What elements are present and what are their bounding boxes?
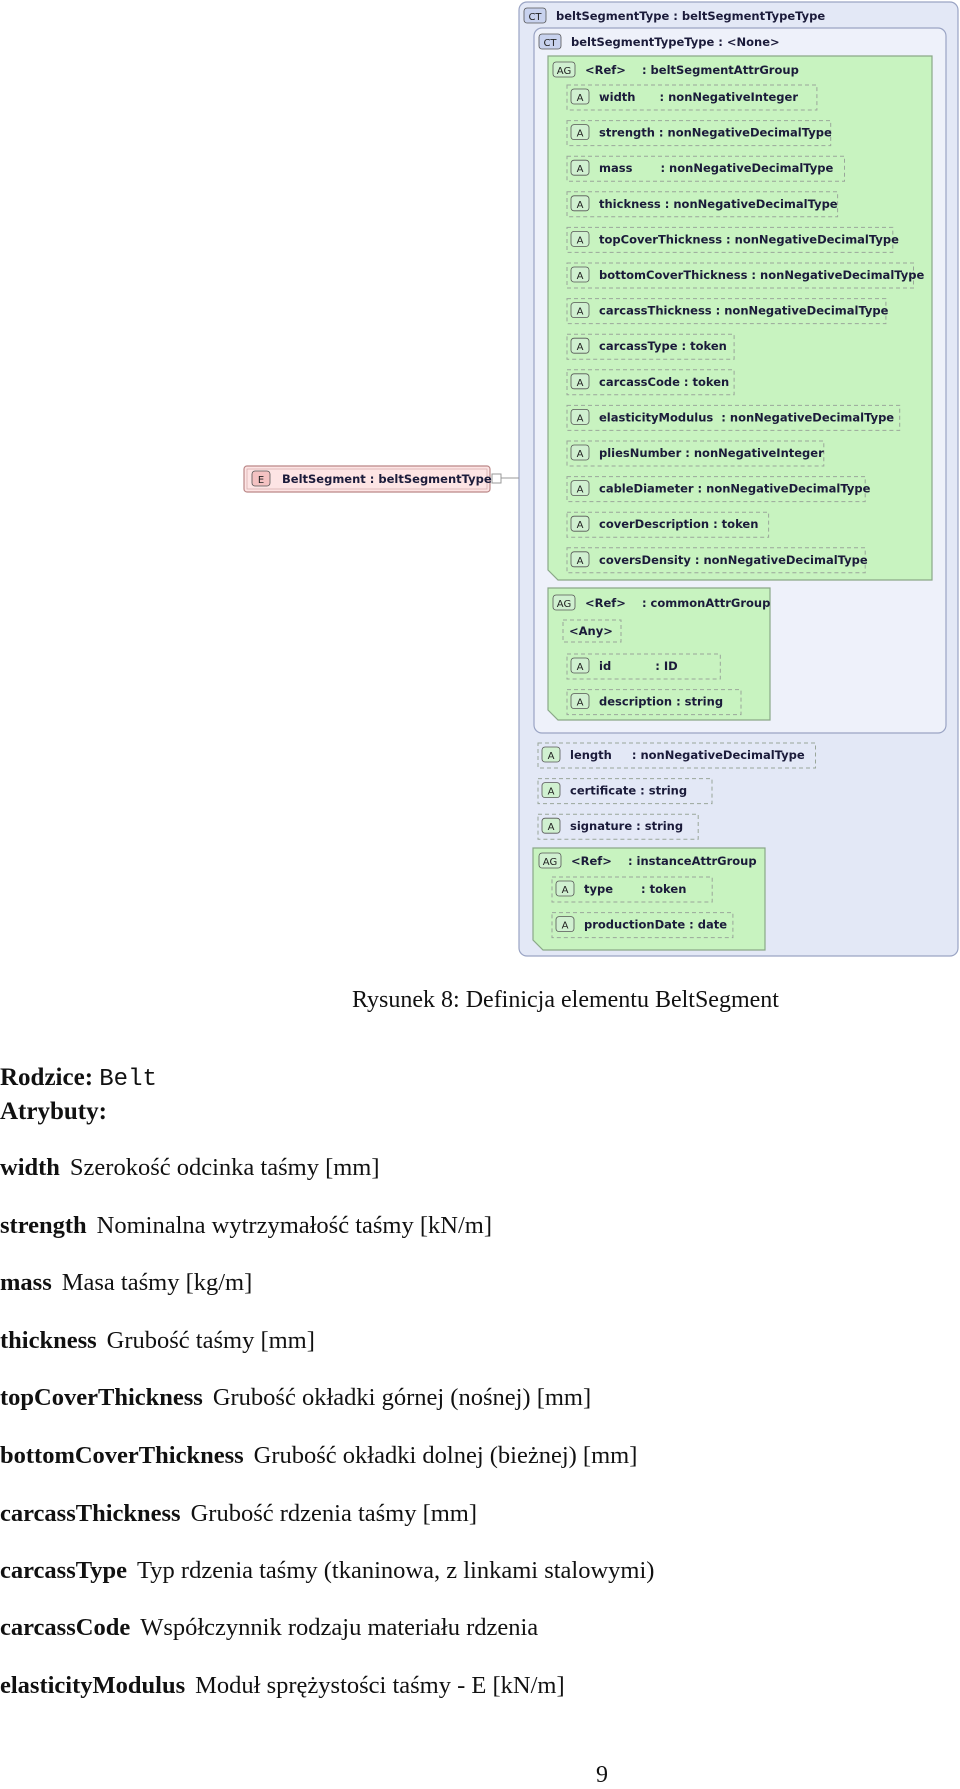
attribute-name: strength	[0, 1212, 87, 1239]
attribute-badge-icon-text: A	[576, 271, 584, 282]
attribute-group-badge-icon-text: AG	[556, 599, 572, 610]
attribute-label: certificate : string	[570, 783, 688, 798]
parents-line	[0, 1064, 157, 1093]
attribute-badge-icon-text: A	[561, 885, 569, 896]
element-label: BeltSegment : beltSegmentType	[282, 472, 492, 486]
attribute-entry-carcassCode	[0, 1614, 538, 1642]
attribute-badge-icon-text: A	[576, 449, 584, 460]
attribute-name: elasticityModulus	[0, 1672, 186, 1699]
attribute-label: elasticityModulus : nonNegativeDecimalType	[599, 410, 895, 425]
attribute-label: topCoverThickness : nonNegativeDecimalType	[599, 232, 899, 247]
attribute-badge-icon-text: A	[576, 662, 584, 673]
attributes-heading: Atrybuty:	[0, 1098, 107, 1125]
attribute-label: width : nonNegativeInteger	[599, 90, 798, 104]
attribute-name: topCoverThickness	[0, 1384, 203, 1411]
attribute-badge-icon-text: A	[547, 751, 555, 762]
attribute-entry-width	[0, 1154, 380, 1182]
attribute-badge-icon-text: A	[561, 920, 569, 932]
attribute-badge-icon-text: A	[576, 697, 584, 709]
attribute-badge-icon-text: A	[576, 93, 584, 104]
attribute-label: coversDensity : nonNegativeDecimalType	[599, 552, 868, 567]
attribute-label: bottomCoverThickness : nonNegativeDecimalType	[599, 268, 925, 282]
attribute-label: length : nonNegativeDecimalType	[570, 748, 805, 762]
attribute-badge-icon-text: A	[576, 235, 584, 247]
attribute-name: bottomCoverThickness	[0, 1442, 244, 1469]
attribute-group-instance-label: <Ref> : instanceAttrGroup	[571, 854, 757, 868]
attribute-entry-bottomCoverThickness	[0, 1442, 637, 1470]
attribute-label: coverDescription : token	[599, 517, 759, 532]
attribute-entry-thickness	[0, 1327, 315, 1355]
attribute-badge-icon-text: A	[576, 520, 584, 532]
element-badge-icon-text: E	[257, 475, 265, 486]
attribute-group-badge-icon-text: AG	[542, 857, 558, 868]
attribute-entry-strength	[0, 1212, 492, 1240]
attribute-description: Typ rdzenia taśmy (tkaninowa, z linkami stalowymi)	[137, 1557, 655, 1584]
attribute-name: mass	[0, 1269, 52, 1296]
attribute-description: Masa taśmy [kg/m]	[61, 1269, 253, 1296]
page-number: 9	[596, 1762, 608, 1788]
attribute-name: width	[0, 1154, 60, 1181]
attribute-entry-elasticityModulus	[0, 1672, 565, 1700]
attribute-label: thickness : nonNegativeDecimalType	[599, 196, 838, 211]
parents-label: Rodzice:	[0, 1064, 94, 1091]
connector-square	[492, 474, 501, 483]
attribute-name: carcassThickness	[0, 1500, 181, 1527]
attribute-badge-icon-text: A	[576, 199, 584, 211]
attribute-description: Moduł sprężystości taśmy - E [kN/m]	[195, 1672, 565, 1699]
attribute-badge-icon-text: A	[576, 555, 584, 567]
attribute-label: carcassCode : token	[599, 374, 730, 389]
attribute-description: Nominalna wytrzymałość taśmy [kN/m]	[96, 1212, 492, 1239]
attribute-label: type : token	[584, 882, 687, 896]
attribute-entry-carcassType	[0, 1557, 654, 1585]
parents-value: Belt	[99, 1066, 157, 1093]
complex-type-outer-label: beltSegmentType : beltSegmentTypeType	[556, 9, 826, 23]
complex-type-badge-icon-text: CT	[543, 38, 557, 49]
attribute-label: pliesNumber : nonNegativeInteger	[599, 446, 824, 460]
attribute-badge-icon-text: A	[576, 306, 584, 318]
attribute-label: signature : string	[570, 819, 684, 834]
attribute-label: description : string	[599, 694, 724, 709]
attribute-description: Grubość okładki dolnej (bieżnej) [mm]	[253, 1442, 638, 1469]
attribute-group-badge-icon-text: AG	[556, 66, 572, 77]
complex-type-inner-label: beltSegmentTypeType : <None>	[571, 35, 780, 49]
attribute-badge-icon-text: A	[547, 786, 555, 798]
attribute-description: Grubość rdzenia taśmy [mm]	[190, 1500, 478, 1527]
any-label: <Any>	[569, 624, 613, 638]
attribute-badge-icon-text: A	[576, 377, 584, 389]
attribute-entry-mass	[0, 1269, 252, 1297]
figure-caption: Rysunek 8: Definicja elementu BeltSegment	[352, 987, 779, 1013]
attribute-name: carcassCode	[0, 1614, 131, 1641]
attribute-group-belt-label: <Ref> : beltSegmentAttrGroup	[585, 63, 799, 77]
attribute-badge-icon-text: A	[576, 342, 584, 354]
attribute-badge-icon-text: A	[576, 413, 584, 425]
attribute-name: thickness	[0, 1327, 97, 1354]
attribute-group-common-label: <Ref> : commonAttrGroup	[585, 596, 771, 610]
attribute-label: carcassThickness : nonNegativeDecimalType	[599, 303, 889, 318]
attribute-label: strength : nonNegativeDecimalType	[599, 125, 832, 140]
attribute-name: carcassType	[0, 1557, 128, 1584]
attribute-label: mass : nonNegativeDecimalType	[599, 161, 834, 176]
attribute-badge-icon-text: A	[547, 822, 555, 834]
attribute-badge-icon-text: A	[576, 164, 584, 176]
attribute-description: Grubość okładki górnej (nośnej) [mm]	[212, 1384, 592, 1411]
attribute-entry-topCoverThickness	[0, 1384, 591, 1412]
attribute-description: Współczynnik rodzaju materiału rdzenia	[140, 1614, 539, 1641]
attribute-badge-icon-text: A	[576, 128, 584, 140]
attribute-label: productionDate : date	[584, 917, 728, 932]
attribute-badge-icon-text: A	[576, 484, 584, 496]
attribute-label: cableDiameter : nonNegativeDecimalType	[599, 481, 871, 496]
attribute-description: Grubość taśmy [mm]	[106, 1327, 315, 1354]
attribute-description: Szerokość odcinka taśmy [mm]	[69, 1154, 380, 1181]
complex-type-badge-icon-text: CT	[528, 12, 542, 23]
attribute-label: carcassType : token	[599, 339, 727, 354]
attribute-entry-carcassThickness	[0, 1500, 477, 1528]
attribute-label: id : ID	[599, 659, 678, 673]
